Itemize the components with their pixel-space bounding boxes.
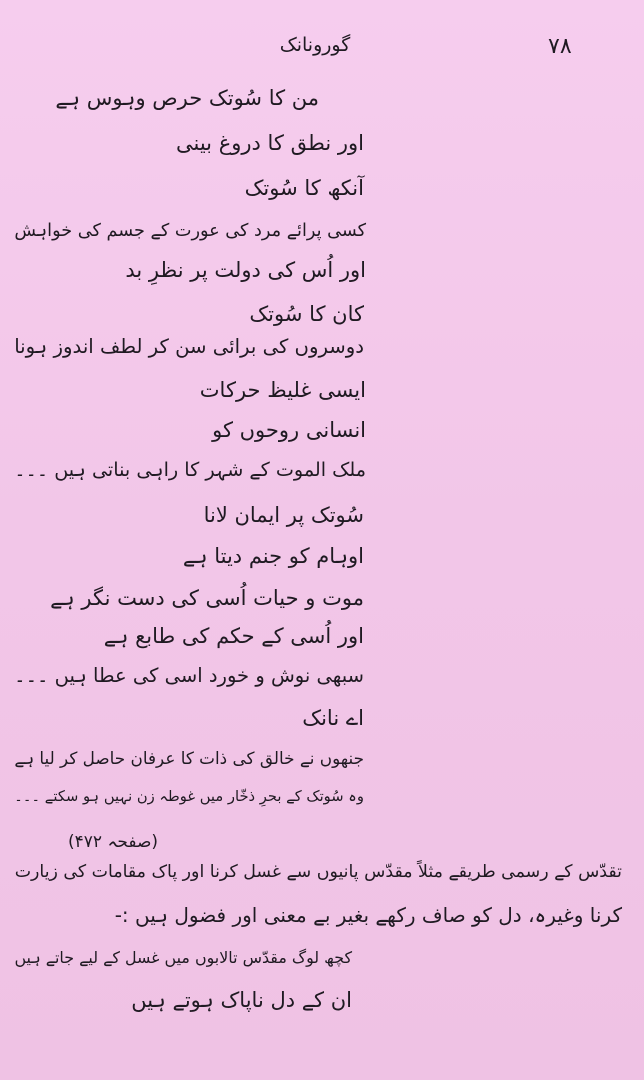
verse-line: انسانی روحوں کو [212, 418, 366, 442]
page-number: ۷۸ [548, 34, 572, 59]
verse-line: من کا سُوتک حرص وہوس ہے [55, 86, 319, 110]
verse-line: ملک الموت کے شہر کا راہی بناتی ہیں ۔۔۔ [14, 458, 366, 481]
verse-line: ایسی غلیظ حرکات [199, 378, 366, 402]
verse-line: اے نانک [302, 706, 364, 730]
verse-line: اور اُسی کے حکم کی طابع ہے [103, 624, 364, 648]
prose-line: تقدّس کے رسمی طریقے مثلاً مقدّس پانیوں سے غسل کرنا اور پاک مقامات کی زیارت [14, 862, 622, 882]
verse-line: اوہام کو جنم دیتا ہے [182, 544, 364, 568]
page-reference: (صفحہ ۴۷۲) [68, 832, 159, 852]
verse-line: موت و حیات اُسی کی دست نگر ہے [50, 586, 364, 610]
prose-line: کرنا وغیرہ، دل کو صاف رکھے بغیر بے معنی اور فضول ہیں :- [114, 903, 622, 927]
verse-line: جنھوں نے خالق کی ذات کا عرفان حاصل کر لیا ہے [14, 748, 364, 768]
verse-line: کان کا سُوتک [249, 302, 364, 326]
verse-line: ان کے دل ناپاک ہوتے ہیں [131, 988, 352, 1012]
verse-line: آنکھ کا سُوتک [244, 176, 364, 200]
verse-line: اور نطق کا دروغ بینی [176, 131, 364, 155]
verse-line: کسی پرائے مرد کی عورت کے جسم کی خواہش [14, 221, 366, 241]
verse-line: وہ سُوتک کے بحرِ ذخّار میں غوطہ زن نہیں ہو سکتے ۔۔۔ [14, 788, 364, 805]
verse-line: دوسروں کی برائی سن کر لطف اندوز ہونا [14, 335, 364, 358]
verse-line: کچھ لوگ مقدّس تالابوں میں غسل کے لیے جاتے ہیں [14, 948, 352, 967]
verse-line: سُوتک پر ایمان لانا [203, 503, 364, 527]
verse-line: اور اُس کی دولت پر نظرِ بد [125, 258, 366, 282]
verse-line: سبھی نوش و خورد اسی کی عطا ہیں ۔۔۔ [14, 664, 364, 687]
running-title: گورونانک [279, 34, 351, 56]
